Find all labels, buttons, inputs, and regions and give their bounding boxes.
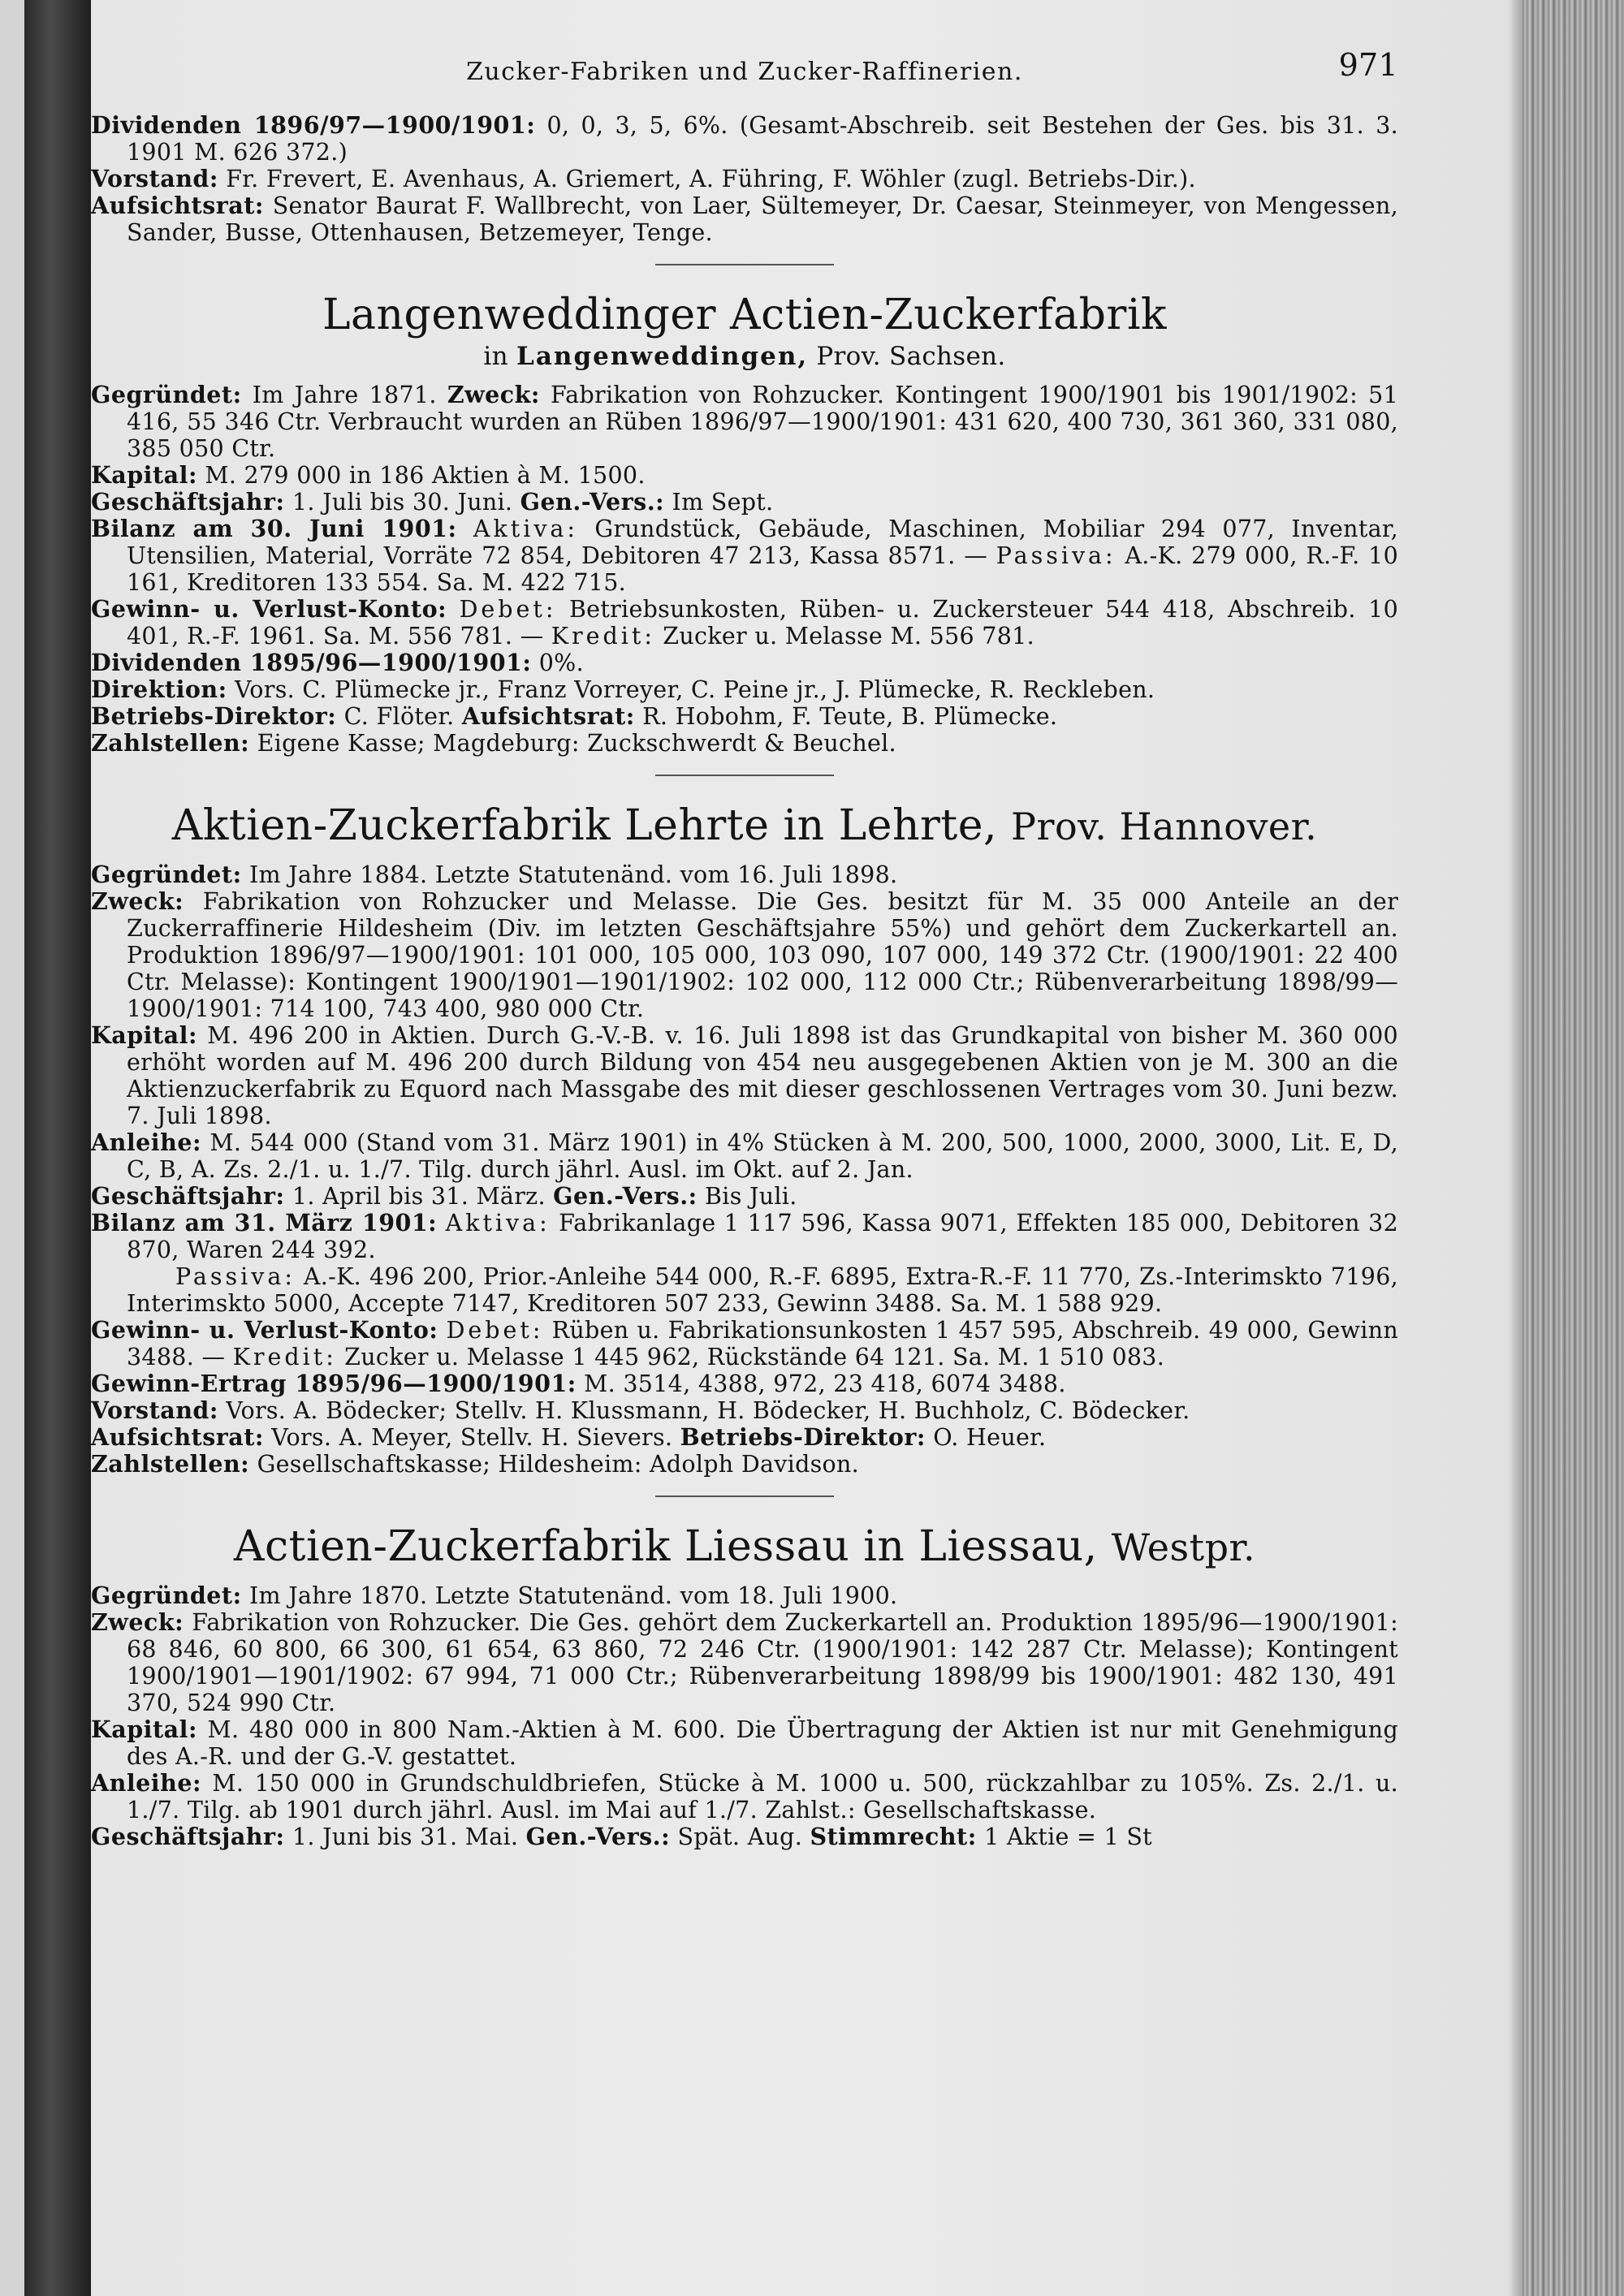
previous-entry [91, 112, 1398, 246]
entry-line: Anleihe: M. 544 000 (Stand vom 31. März 1901) in 4% Stücken à M. 200, 500, 1000, 2000, 3000, Lit. E, D, C, B, A. Zs. 2./1. u. 1./7. Tilg. durch jährl. Ausl. im Okt. auf 2. Jan. [91, 1129, 1399, 1183]
page-curl-shadow [1508, 0, 1522, 2296]
section-divider [655, 1495, 834, 1497]
entry-line: Bilanz am 30. Juni 1901: Aktiva: Grundstück, Gebäude, Maschinen, Mobiliar 294 077, Inventar, Utensilien, Material, Vorräte 72 854, Debitoren 47 213, Kassa 8571. — Passiva: A.-K. 279 000, R.-F. 10 161, Kreditoren 133 554. Sa. M. 422 715. [91, 515, 1399, 596]
entry-line: Gewinn- u. Verlust-Konto: Debet: Betriebsunkosten, Rüben- u. Zuckersteuer 544 418, Abschreib. 10 401, R.-F. 1961. Sa. M. 556 781. — Kredit: Zucker u. Melasse M. 556 781. [91, 595, 1399, 650]
entry-line: Vorstand: Fr. Frevert, E. Avenhaus, A. Griemert, A. Führing, F. Wöhler (zugl. Betriebs-Dir.). [91, 165, 1196, 192]
book-binding-shadow [24, 0, 91, 2296]
running-title: Zucker-Fabriken und Zucker-Raffinerien. [466, 58, 1023, 86]
section-title: Aktien-Zuckerfabrik Lehrte in Lehrte, Prov. Hannover. [171, 801, 1318, 850]
entry-line: Geschäftsjahr: 1. Juli bis 30. Juni. Gen.-Vers.: Im Sept. [91, 488, 774, 516]
entry-line: Kapital: M. 496 200 in Aktien. Durch G.-V.-B. v. 16. Juli 1898 ist das Grundkapital von bisher M. 360 000 erhöht worden auf M. 496 200 durch Bildung von 454 neu ausgegebenen Aktien von je M. 300 an die Aktienzuckerfabrik zu Equord nach Massgabe des mit dieser geschlossenen Vertrages vom 30. Juni bezw. 7. Juli 1898. [91, 1021, 1398, 1129]
previous-page-edge [0, 0, 24, 2296]
entry-line: Aufsichtsrat: Senator Baurat F. Wallbrecht, von Laer, Sültemeyer, Dr. Caesar, Steinmeyer, von Mengessen, Sander, Busse, Ottenhausen, Betzemeyer, Tenge. [91, 192, 1398, 246]
entry-line: Geschäftsjahr: 1. Juni bis 31. Mai. Gen.-Vers.: Spät. Aug. Stimmrecht: 1 Aktie = 1 St [91, 1823, 1152, 1850]
entry-line: Zahlstellen: Eigene Kasse; Magdeburg: Zuckschwerdt & Beuchel. [91, 729, 896, 757]
entry-line: Kapital: M. 480 000 in 800 Nam.-Aktien à M. 600. Die Übertragung der Aktien ist nur mit Genehmigung des A.-R. und der G.-V. gestattet. [91, 1716, 1398, 1770]
page-stack-edge [1522, 0, 1624, 2296]
entry-line: Kapital: M. 279 000 in 186 Aktien à M. 1500. [91, 461, 646, 489]
page-content [91, 49, 1398, 1850]
section-title: Langenweddinger Actien-Zuckerfabrik [322, 291, 1167, 339]
entry-line: Zweck: Fabrikation von Rohzucker und Melasse. Die Ges. besitzt für M. 35 000 Anteile an der Zuckerraffinerie Hildesheim (Div. im letzten Geschäftsjahre 55%) und gehört dem Zuckerkartell an. Produktion 1896/97—1900/1901: 101 000, 105 000, 103 090, 107 000, 149 372 Ctr. (1900/1901: 22 400 Ctr. Melasse): Kontingent 1900/1901—1901/1902: 102 000, 112 000 Ctr.; Rübenverarbeitung 1898/99—1900/1901: 714 100, 743 400, 980 000 Ctr. [91, 887, 1399, 1022]
entry-line: Zahlstellen: Gesellschaftskasse; Hildesheim: Adolph Davidson. [91, 1450, 860, 1478]
section-divider [655, 264, 834, 265]
entry-line: Bilanz am 31. März 1901: Aktiva: Fabrikanlage 1 117 596, Kassa 9071, Effekten 185 000, Debitoren 32 870, Waren 244 392. [91, 1209, 1399, 1263]
company-section-liessau [91, 1521, 1398, 1850]
page-number: 971 [1338, 47, 1398, 83]
entry-line: Passiva: A.-K. 496 200, Prior.-Anleihe 544 000, R.-F. 6895, Extra-R.-F. 11 770, Zs.-Interimskto 7196, Interimskto 5000, Accepte 7147, Kreditoren 507 233, Gewinn 3488. Sa. M. 1 588 929. [127, 1263, 1398, 1317]
company-section-langenweddingen [91, 290, 1398, 757]
entry-line: Zweck: Fabrikation von Rohzucker. Die Ges. gehört dem Zuckerkartell an. Produktion 1895/96—1900/1901: 68 846, 60 800, 66 300, 61 654, 63 860, 72 246 Ctr. (1900/1901: 142 287 Ctr. Melasse); Kontingent 1900/1901—1901/1902: 67 994, 71 000 Ctr.; Rübenverarbeitung 1898/99 bis 1900/1901: 482 130, 491 370, 524 990 Ctr. [91, 1608, 1398, 1716]
entry-line: Betriebs-Direktor: C. Flöter. Aufsichtsrat: R. Hobohm, F. Teute, B. Plümecke. [91, 702, 1058, 730]
section-subtitle: in Langenweddingen, Prov. Sachsen. [483, 342, 1006, 371]
entry-line: Gewinn- u. Verlust-Konto: Debet: Rüben u. Fabrikationsunkosten 1 457 595, Abschreib. 49 000, Gewinn 3488. — Kredit: Zucker u. Melasse 1 445 962, Rückstände 64 121. Sa. M. 1 510 083. [91, 1316, 1399, 1370]
entry-line: Gegründet: Im Jahre 1884. Letzte Statutenänd. vom 16. Juli 1898. [91, 861, 898, 888]
entry-line: Gegründet: Im Jahre 1871. Zweck: Fabrikation von Rohzucker. Kontingent 1900/1901 bis 1901/1902: 51 416, 55 346 Ctr. Verbraucht wurden an Rüben 1896/97—1900/1901: 431 620, 400 730, 361 360, 331 080, 385 050 Ctr. [91, 381, 1399, 462]
section-divider [655, 775, 834, 776]
company-section-lehrte [91, 801, 1398, 1478]
entry-line: Anleihe: M. 150 000 in Grundschuldbriefen, Stücke à M. 1000 u. 500, rückzahlbar zu 105%. Zs. 2./1. u. 1./7. Tilg. ab 1901 durch jährl. Ausl. im Mai auf 1./7. Zahlst.: Gesellschaftskasse. [91, 1769, 1398, 1823]
entry-line: Direktion: Vors. C. Plümecke jr., Franz Vorreyer, C. Peine jr., J. Plümecke, R. Reckleben. [91, 675, 1155, 703]
section-title: Actien-Zuckerfabrik Liessau in Liessau, Westpr. [233, 1522, 1256, 1571]
running-head [91, 49, 1398, 97]
entry-line: Geschäftsjahr: 1. April bis 31. März. Gen.-Vers.: Bis Juli. [91, 1182, 797, 1210]
entry-line: Dividenden 1896/97—1900/1901: 0, 0, 3, 5, 6%. (Gesamt-Abschreib. seit Bestehen der Ges. bis 31. 3. 1901 M. 626 372.) [91, 111, 1398, 166]
entry-line: Vorstand: Vors. A. Bödecker; Stellv. H. Klussmann, H. Bödecker, H. Buchholz, C. Bödecker. [91, 1396, 1190, 1424]
entry-line: Dividenden 1895/96—1900/1901: 0%. [91, 649, 584, 676]
entry-line: Aufsichtsrat: Vors. A. Meyer, Stellv. H. Sievers. Betriebs-Direktor: O. Heuer. [91, 1423, 1047, 1451]
entry-line: Gewinn-Ertrag 1895/96—1900/1901: M. 3514, 4388, 972, 23 418, 6074 3488. [91, 1370, 1066, 1397]
entry-line: Gegründet: Im Jahre 1870. Letzte Statutenänd. vom 18. Juli 1900. [91, 1582, 898, 1609]
